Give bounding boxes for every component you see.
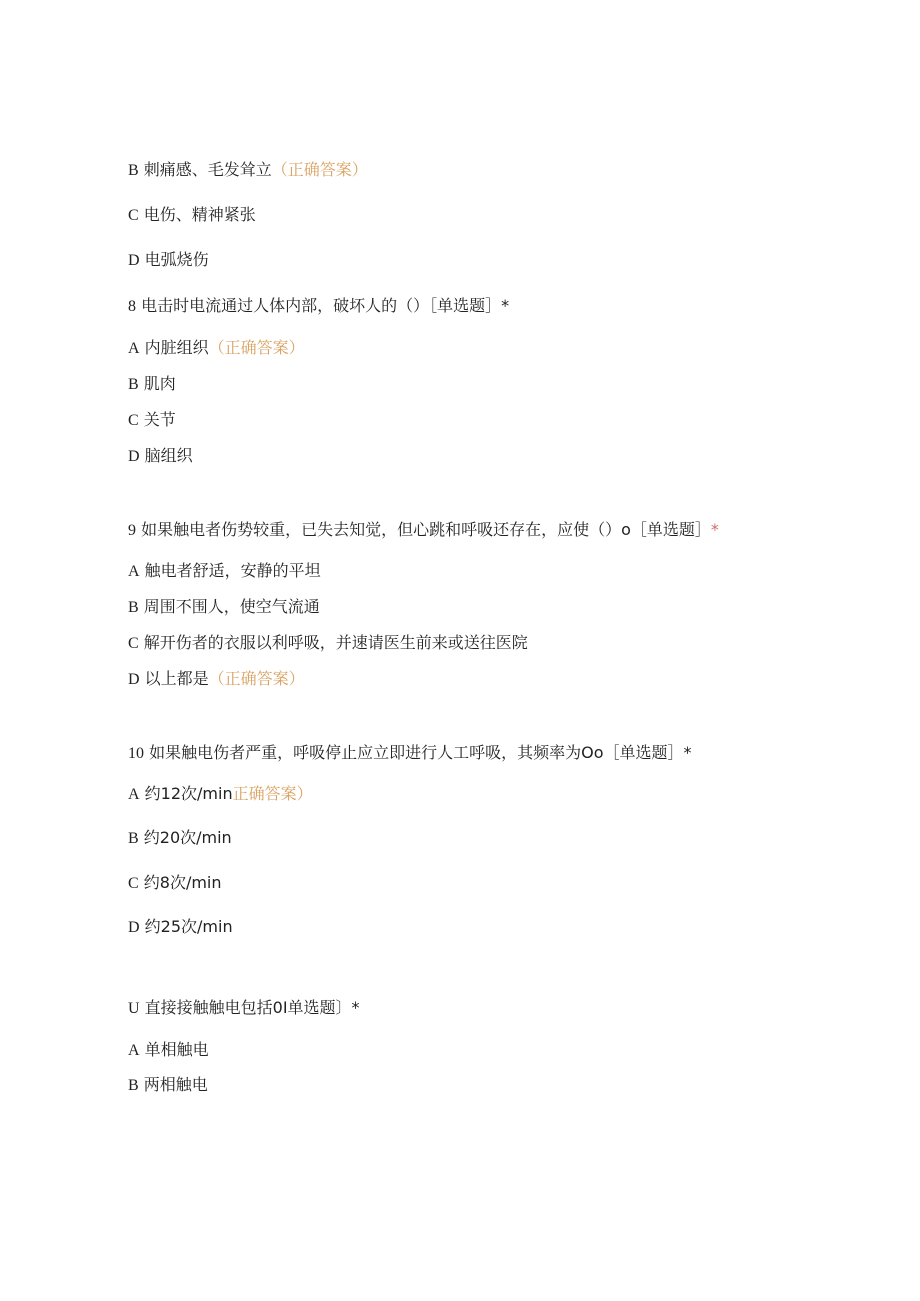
question-number: U: [128, 1000, 140, 1017]
question-number: 10: [128, 745, 144, 762]
q11-title: [128, 997, 360, 1020]
option-text: 单相触电: [144, 1040, 209, 1059]
option-text: 电伤、精神紧张: [143, 205, 256, 224]
q9-option-b: [128, 596, 320, 619]
question-number: 8: [128, 298, 136, 315]
option-text: 脑组织: [144, 446, 193, 465]
option-letter: C: [128, 207, 139, 224]
option-text: 约25次/min: [144, 917, 233, 936]
q10-option-b: [128, 827, 232, 850]
correct-answer-mark: （正确答案）: [271, 160, 368, 179]
option-letter: A: [128, 340, 140, 357]
q10-option-a: [128, 783, 313, 806]
option-text: 周围不围人，使空气流通: [143, 597, 320, 616]
required-star: *: [710, 520, 719, 539]
q10-title: [128, 742, 691, 765]
option-text: 约20次/min: [143, 828, 232, 847]
question-text: 如果触电者伤势较重，已失去知觉，但心跳和呼吸还存在，应使（）o［单选题］: [141, 520, 711, 539]
option-letter: A: [128, 563, 140, 580]
q11-option-a: [128, 1039, 209, 1062]
correct-answer-mark: （正确答案）: [208, 669, 305, 688]
option-letter: A: [128, 786, 140, 803]
option-text: 电弧烧伤: [144, 250, 209, 269]
q9-option-c: [128, 632, 528, 655]
option-text: 两相触电: [143, 1075, 208, 1094]
option-text: 内脏组织: [144, 338, 209, 357]
option-letter: B: [128, 376, 139, 393]
question-text: 直接接触触电包括0I单选题〕*: [144, 998, 360, 1017]
option-letter: D: [128, 919, 140, 936]
option-text: 刺痛感、毛发耸立: [143, 160, 272, 179]
q8-option-b: [128, 373, 176, 396]
question-number: 9: [128, 522, 136, 539]
q7-option-d: [128, 249, 209, 272]
option-text: 肌肉: [143, 374, 176, 393]
q8-option-c: [128, 409, 176, 432]
correct-answer-mark: （正确答案）: [208, 338, 305, 357]
option-letter: D: [128, 448, 140, 465]
option-text: 约12次/min: [144, 784, 233, 803]
q9-title: [128, 519, 719, 542]
q9-option-a: [128, 560, 321, 583]
option-letter: B: [128, 830, 139, 847]
q7-option-b: [128, 159, 368, 182]
question-text: 电击时电流通过人体内部，破坏人的（）［单选题］*: [141, 296, 510, 315]
option-letter: B: [128, 599, 139, 616]
q10-option-c: [128, 872, 222, 895]
option-text: 关节: [143, 410, 176, 429]
q8-option-a: [128, 337, 305, 360]
q7-option-c: [128, 204, 256, 227]
option-letter: D: [128, 252, 140, 269]
q8-title: [128, 295, 509, 318]
option-letter: A: [128, 1042, 140, 1059]
q11-option-b: [128, 1074, 208, 1097]
option-letter: B: [128, 1077, 139, 1094]
correct-answer-mark: 正确答案）: [232, 784, 313, 803]
option-letter: C: [128, 635, 139, 652]
q9-option-d: [128, 668, 305, 691]
q10-option-d: [128, 916, 233, 939]
option-letter: B: [128, 162, 139, 179]
option-text: 解开伤者的衣服以利呼吸，并速请医生前来或送往医院: [143, 633, 528, 652]
question-text: 如果触电伤者严重，呼吸停止应立即进行人工呼吸，其频率为Oo［单选题］*: [149, 743, 692, 762]
option-letter: D: [128, 671, 140, 688]
option-text: 约8次/min: [143, 873, 222, 892]
q8-option-d: [128, 445, 193, 468]
option-text: 以上都是: [144, 669, 209, 688]
option-letter: C: [128, 412, 139, 429]
option-text: 触电者舒适，安静的平坦: [144, 561, 321, 580]
option-letter: C: [128, 875, 139, 892]
